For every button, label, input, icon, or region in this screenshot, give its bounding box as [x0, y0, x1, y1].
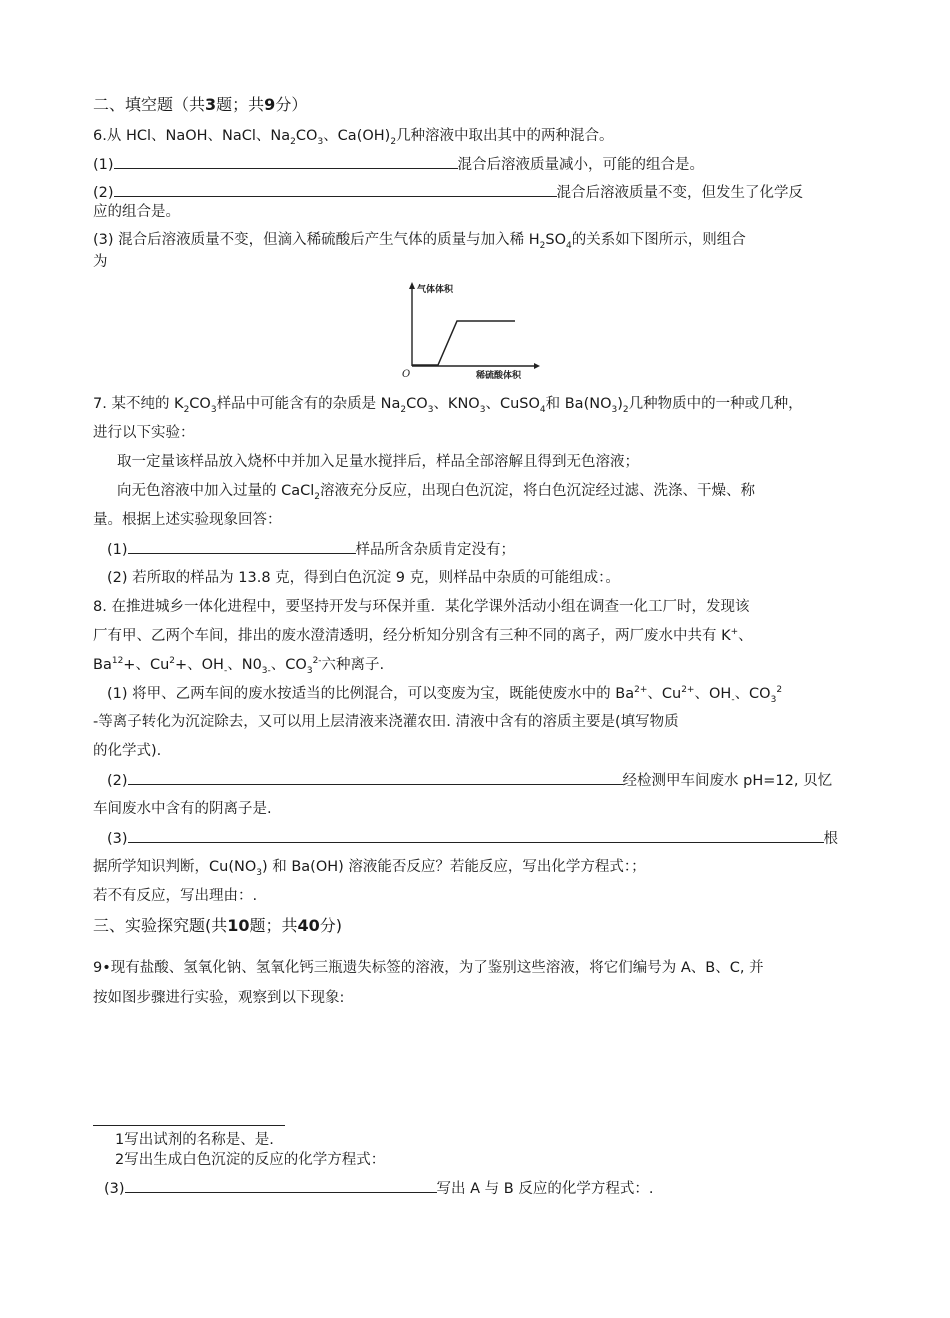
question-6-part-3: (3) 混合后溶液质量不变，但滴入稀硫酸后产生气体的质量与加入稀 $H_2SO_4$的关系如下图所示，则组合 [93, 232, 746, 251]
question-7-stem-continued: 进行以下实验： [93, 425, 195, 441]
question-7-step-1: 取一定量该样品放入烧杯中并加入足量水搅拌后，样品全部溶解且得到无色溶液； [117, 454, 639, 470]
question-6-part-1: (1) 混合后溶液质量减小，可能的组合是。 [93, 154, 704, 175]
question-9-part-3: (3) 写出 A 与 B 反应的化学方程式：. [104, 1178, 653, 1199]
question-9-part-1: 1写出试剂的名称是、是. [115, 1132, 274, 1148]
question-6-stem: 6.从 HCl、NaOH、NaCl、$Na_2CO_3$、$Ca(OH)_2$几种溶液中取出其中的两种混合。 [93, 128, 614, 147]
section-2-heading: 二、填空题（共3题；共9分） [93, 95, 308, 114]
question-7-step-2-continued: 量。根据上述实验现象回答： [93, 512, 282, 528]
answer-blank[interactable] [128, 539, 356, 554]
gas-volume-curve [412, 321, 515, 365]
answer-blank[interactable] [125, 1178, 437, 1193]
y-axis-label: 气体体积 [417, 285, 454, 295]
question-8-part-2-continued: 车间废水中含有的阴离子是. [93, 801, 272, 817]
question-6-part-3-continued: 为 [93, 254, 108, 270]
question-8-part-1-line-2: -等离子转化为沉淀除去，又可以用上层清液来浇灌农田. 清液中含有的溶质主要是(填写物质 [93, 714, 679, 730]
question-9-stem: 9•现有盐酸、氢氧化钠、氢氧化钙三瓶遗失标签的溶液，为了鉴别这些溶液，将它们编号为 A、B、C, 并 [93, 960, 764, 976]
question-8-part-3-line-2: 据所学知识判断，$Cu(NO_3)$ 和 Ba(OH) 溶液能否反应？若能反应，写出化学方程式：； [93, 859, 646, 878]
question-7-part-1: (1) 样品所含杂质肯定没有； [107, 539, 515, 560]
question-7-part-2: (2) 若所取的样品为 13.8 克，得到白色沉淀 9 克，则样品中杂质的可能组成：。 [107, 570, 620, 586]
question-8-stem: 8. 在推进城乡一体化进程中，要坚持开发与环保并重．某化学课外活动小组在调查一化工厂时，发现该 [93, 599, 750, 615]
question-8-part-1-line-3: 的化学式). [93, 743, 162, 759]
answer-blank[interactable] [128, 828, 824, 843]
question-8-part-3: (3) 根 [107, 828, 838, 849]
origin-label: O [402, 369, 411, 380]
x-axis-label: 稀硫酸体积 [476, 371, 522, 381]
gas-volume-graph [400, 280, 540, 382]
question-6-part-2: (2) 混合后溶液质量不变，但发生了化学反 [93, 182, 803, 203]
question-6-part-2-continued: 应的组合是。 [93, 204, 180, 220]
question-8-ion-list: $Ba^{12}+$、$Cu^2+$、$OH_-$、$N0_{3-}$、$CO_3^{2-}$六种离子. [93, 656, 385, 676]
footnote-divider [93, 1125, 285, 1126]
y-axis-arrow-icon [409, 282, 415, 289]
question-8-part-2: (2) 经检测甲车间废水 pH=12, 贝忆 [107, 770, 832, 791]
question-8-stem-line-2: 厂有甲、乙两个车间，排出的废水澄清透明，经分析知分别含有三种不同的离子，两厂废水中共有 K+、 [93, 627, 753, 644]
question-8-part-3-line-3: 若不有反应，写出理由：. [93, 888, 258, 904]
question-7-stem: 7. 某不纯的 $K_2CO_3$样品中可能含有的杂质是 $Na_2CO_3$、$KNO_3$、CuSO$_4$和 $Ba(NO_3)_2$几种物质中的一种或几种， [93, 396, 803, 415]
question-9-part-2: 2写出生成白色沉淀的反应的化学方程式： [115, 1152, 386, 1168]
question-9-stem-continued: 按如图步骤进行实验，观察到以下现象: [93, 990, 345, 1006]
section-3-heading: 三、实验探究题(共10题；共40分) [93, 916, 343, 935]
question-8-part-1: (1) 将甲、乙两车间的废水按适当的比例混合，可以变废为宝，既能使废水中的 $Ba^{2+}$、$Cu^{2+}$、$OH_-$、$CO_3^2$ [107, 685, 783, 705]
answer-blank[interactable] [114, 154, 458, 169]
x-axis-arrow-icon [534, 363, 540, 369]
question-7-step-2: 向无色溶液中加入过量的 CaCl$_2$溶液充分反应，出现白色沉淀，将白色沉淀经过滤、洗涤、干燥、称 [117, 483, 756, 502]
answer-blank[interactable] [114, 182, 557, 197]
answer-blank[interactable] [128, 770, 623, 785]
